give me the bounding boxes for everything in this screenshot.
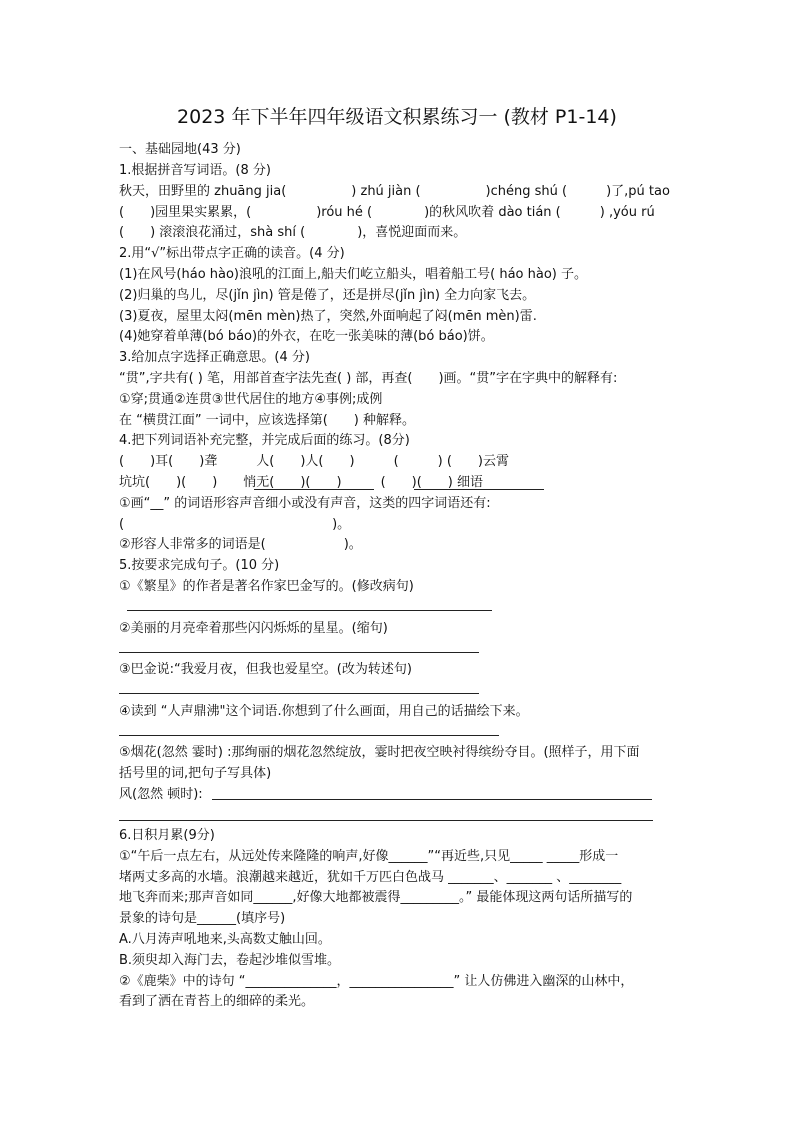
q6-heading: 6.日积月累(9分) — [119, 828, 215, 843]
q4-task-1-answer: ( )。 — [119, 517, 351, 532]
page-title: 2023 年下半年四年级语文积累练习一 (教材 P1-14) — [177, 106, 617, 128]
answer-line — [119, 820, 653, 821]
answer-line — [119, 693, 479, 694]
q2-item-2: (2)归巢的鸟儿，尽(jǐn jìn) 管是倦了，还是拼尽(jǐn jìn) 全力向家飞去。 — [119, 288, 536, 303]
q3-line-3: 在 “横贯江面” 一词中，应该选择第( ) 种解释。 — [119, 413, 416, 428]
q4-task-2: ②形容人非常多的词语是( )。 — [119, 537, 362, 552]
q4-words-row-2: 坑坑( )( ) 悄无( )( ) ( )( ) 细语 — [119, 475, 483, 490]
q1-line-2: ( )园里果实累累，( )róu hé ( )的秋风吹着 dào tián ( ) ,yóu rú — [119, 205, 655, 220]
q4-words-row-1: ( )耳( )聋 人( )人( ) ( ) ( )云霄 — [119, 454, 509, 469]
q5-item-5: ⑤烟花(忽然 霎时) :那绚丽的烟花忽然绽放，霎时把夜空映衬得缤纷夺目。(照样子，用下面 — [119, 745, 640, 760]
q6-item-1-line-3: 地飞奔而来;那声音如同______,好像大地都被震得_________。” 最能体现这两句话所描写的 — [119, 890, 633, 905]
q3-line-1: “贯”,字共有( ) 笔，用部首查字法先查( ) 部，再查( )画。“贯”字在字典中的解释有: — [119, 371, 618, 386]
q6-item-1-line-4: 景象的诗句是______(填序号) — [119, 911, 286, 926]
q5-item-2: ②美丽的月亮牵着那些闪闪烁烁的星星。(缩句) — [119, 621, 388, 636]
q3-heading: 3.给加点字选择正确意思。(4 分) — [119, 350, 310, 365]
section-1-heading: 一、基础园地(43 分) — [119, 142, 241, 157]
q5-item-1: ①《繁星》的作者是著名作家巴金写的。(修改病句) — [119, 579, 414, 594]
q6-item-1-line-2: 堵两丈多高的水墙。浪潮越来越近，犹如千万匹白色战马 _______、_______ 、________ — [119, 870, 622, 885]
q3-line-2: ①穿;贯通②连贯③世代居住的地方④事例;成例 — [119, 392, 383, 407]
q6-option-b: B.须臾却入海门去，卷起沙堆似雪堆。 — [119, 953, 341, 968]
q5-heading: 5.按要求完成句子。(10 分) — [119, 558, 280, 573]
q5-item-3: ③巴金说:“我爱月夜，但我也爱星空。(改为转述句) — [119, 662, 412, 677]
answer-line — [127, 610, 492, 611]
answer-line — [119, 735, 499, 736]
q5-item-5-cont: 括号里的词,把句子写具体) — [119, 766, 272, 781]
q5-item-4: ④读到 “人声鼎沸"这个词语.你想到了什么画面，用自己的话描绘下来。 — [119, 704, 529, 719]
q1-line-3: ( ) 滚滚浪花涌过，shà shí ( )，喜悦迎面而来。 — [119, 225, 467, 240]
underline-mark — [414, 489, 544, 490]
q5-item-5-example: 风(忽然 顿时): — [119, 787, 203, 802]
q6-item-1-line-1: ①“午后一点左右，从远处传来隆隆的响声,好像______”“再近些,只见_____ _____形成一 — [119, 849, 619, 864]
q1-line-1: 秋天，田野里的 zhuāng jia( ) zhú jiàn ( )chéng shú ( )了,pú tao — [119, 184, 670, 199]
q2-heading: 2.用“√”标出带点字正确的读音。(4 分) — [119, 246, 345, 261]
q4-heading: 4.把下列词语补充完整，并完成后面的练习。(8分) — [119, 433, 410, 448]
q1-heading: 1.根据拼音写词语。(8 分) — [119, 163, 271, 178]
q6-option-a: A.八月涛声吼地来,头高数丈触山回。 — [119, 932, 331, 947]
q2-item-3: (3)夏夜，屋里太闷(mēn mèn)热了，突然,外面响起了闷(mēn mèn)雷. — [119, 309, 537, 324]
q6-item-2-line-1: ②《鹿柴》中的诗句 “______________，________________” 让人仿佛进入幽深的山林中， — [119, 974, 634, 989]
q2-item-4: (4)她穿着单薄(bó báo)的外衣，在吃一张美味的薄(bó báo)饼。 — [119, 329, 494, 344]
underline-mark — [254, 489, 374, 490]
answer-line — [212, 799, 652, 800]
q6-item-2-line-2: 看到了洒在青苔上的细碎的柔光。 — [119, 994, 315, 1009]
q4-task-1: ①画“__” 的词语形容声音细小或没有声音，这类的四字词语还有: — [119, 496, 491, 511]
q2-item-1: (1)在风号(háo hào)浪吼的江面上,船夫们屹立船头，唱着船工号( háo hào) 子。 — [119, 267, 588, 282]
answer-line — [119, 652, 479, 653]
